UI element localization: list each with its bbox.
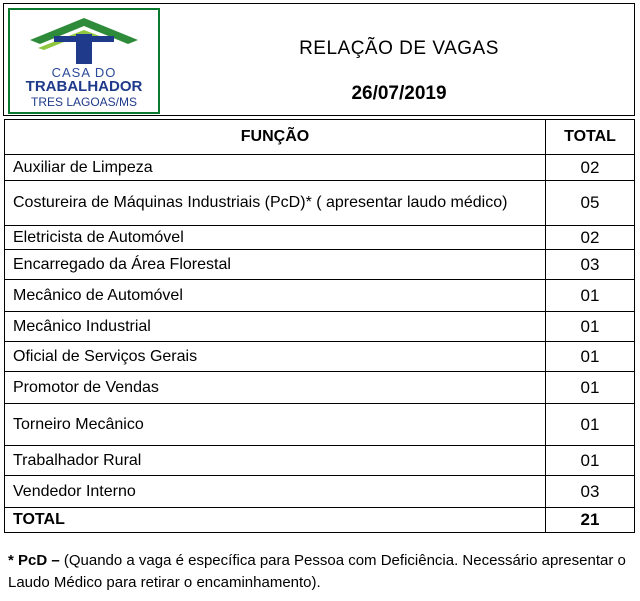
cell-funcao: Vendedor Interno [5, 476, 546, 508]
cell-funcao: Costureira de Máquinas Industriais (PcD)* ( apresentar laudo médico) [5, 181, 546, 226]
cell-funcao: Trabalhador Rural [5, 446, 546, 476]
table-row [5, 280, 635, 312]
cell-total: 05 [546, 181, 635, 226]
cell-total: 02 [546, 155, 635, 181]
logo-line-2: TRABALHADOR [25, 78, 143, 95]
cell-funcao: Mecânico Industrial [5, 312, 546, 342]
logo-roof-icon [10, 10, 158, 66]
table-row [5, 250, 635, 280]
table-row [5, 342, 635, 372]
cell-funcao: Oficial de Serviços Gerais [5, 342, 546, 372]
logo-line-3: TRES LAGOAS/MS [30, 95, 138, 109]
column-header-total: TOTAL [546, 120, 635, 155]
footnote-marker: * PcD – [8, 552, 60, 569]
total-value: 21 [546, 508, 635, 533]
table-row [5, 404, 635, 446]
table-row [5, 372, 635, 404]
cell-total: 03 [546, 476, 635, 508]
cell-total: 01 [546, 372, 635, 404]
table-row [5, 181, 635, 226]
table-row [5, 446, 635, 476]
column-header-funcao: FUNÇÃO [5, 120, 546, 155]
header-box [3, 3, 635, 116]
cell-total: 01 [546, 446, 635, 476]
table-row [5, 476, 635, 508]
cell-funcao: Eletricista de Automóvel [5, 226, 546, 250]
footnote-text: (Quando a vaga é específica para Pessoa com Deficiência. Necessário apresentar o Laudo Médico para retirar o encaminhamento). [8, 552, 626, 591]
table-row [5, 312, 635, 342]
table-row [5, 155, 635, 181]
vacancies-table [4, 119, 635, 533]
cell-funcao: Mecânico de Automóvel [5, 280, 546, 312]
cell-total: 02 [546, 226, 635, 250]
table-header-row [5, 120, 635, 155]
cell-funcao: Auxiliar de Limpeza [5, 155, 546, 181]
page-title: RELAÇÃO DE VAGAS [299, 38, 499, 59]
footnote [8, 550, 636, 594]
table-total-row [5, 508, 635, 533]
cell-total: 03 [546, 250, 635, 280]
casa-do-trabalhador-logo [8, 8, 160, 114]
table-row [5, 226, 635, 250]
page-date: 26/07/2019 [351, 83, 447, 104]
cell-total: 01 [546, 312, 635, 342]
total-label: TOTAL [5, 508, 546, 533]
logo-line-1: CASA DO [51, 65, 117, 80]
cell-funcao: Promotor de Vendas [5, 372, 546, 404]
cell-total: 01 [546, 280, 635, 312]
cell-funcao: Torneiro Mecânico [5, 404, 546, 446]
cell-total: 01 [546, 404, 635, 446]
cell-total: 01 [546, 342, 635, 372]
cell-funcao: Encarregado da Área Florestal [5, 250, 546, 280]
